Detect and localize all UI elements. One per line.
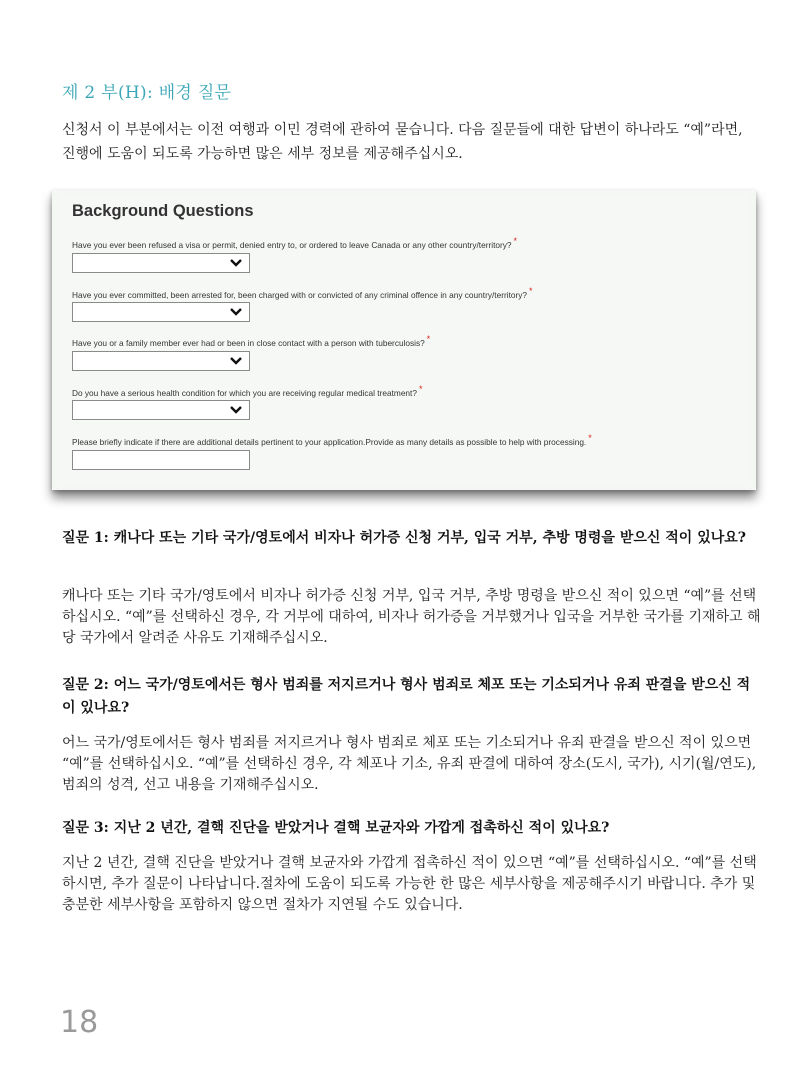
question-2-body: 어느 국가/영토에서든 형사 범죄를 저지르거나 형사 범죄로 체포 또는 기소되거나 유죄 판결을 받으신 적이 있으면 “예”를 선택하십시오. “예”를 선택하신 경우, 각 체포나 기소, 유죄 판결에 대하여 장소(도시, 국가), 시기(월/연도), 범죄의 성격, 선고 내용을 기재해주십시오. xyxy=(62,735,757,793)
page-title: 제 2 부(H): 배경 질문 xyxy=(62,83,232,103)
question-label-additional-details xyxy=(72,433,592,447)
chevron-down-icon xyxy=(229,257,243,269)
required-asterisk: * xyxy=(513,236,518,246)
chevron-down-icon xyxy=(229,355,243,367)
question-text: Have you ever been refused a visa or permit, denied entry to, or ordered to leave Canada or any other country/territory? xyxy=(72,239,512,250)
required-asterisk: * xyxy=(529,286,533,296)
question-text: Have you or a family member ever had or been in close contact with a person with tuberculosis? xyxy=(72,337,425,348)
intro-paragraph: 신청서 이 부분에서는 이전 여행과 이민 경력에 관하여 묻습니다. 다음 질문들에 대한 답변이 하나라도 “예”라면, 진행에 도움이 되도록 가능하면 많은 세부 정보를 제공해주십시오. xyxy=(62,122,743,162)
refused-select[interactable] xyxy=(72,253,250,273)
question-1-heading: 질문 1: 캐나다 또는 기타 국가/영토에서 비자나 허가증 신청 거부, 입국 거부, 추방 명령을 받으신 적이 있나요? xyxy=(62,530,746,546)
question-1-body: 캐나다 또는 기타 국가/영토에서 비자나 허가증 신청 거부, 입국 거부, 추방 명령을 받으신 적이 있으면 “예”를 선택하십시오. “예”를 선택하신 경우, 각 거부에 대하여, 비자나 허가증을 거부했거나 입국을 거부한 국가를 기재하고 해당 국가에서 알려준 사유도 기재해주십시오. xyxy=(62,588,761,646)
question-3-heading: 질문 3: 지난 2 년간, 결핵 진단을 받았거나 결핵 보균자와 가깝게 접촉하신 적이 있나요? xyxy=(62,820,610,836)
question-2-heading: 질문 2: 어느 국가/영토에서든 형사 범죄를 저지르거나 형사 범죄로 체포 또는 기소되거나 유죄 판결을 받으신 적이 있나요? xyxy=(62,677,751,716)
question-3-body: 지난 2 년간, 결핵 진단을 받았거나 결핵 보균자와 가깝게 접촉하신 적이 있으면 “예”를 선택하십시오. “예”를 선택하시면, 추가 질문이 나타납니다.절차에 도움이 되도록 가능한 한 많은 세부사항을 제공해주시기 바랍니다. 추가 및 충분한 세부사항을 포함하지 않으면 절차가 지연될 수도 있습니다. xyxy=(62,855,757,913)
question-label-health xyxy=(72,384,423,398)
tuberculosis-select[interactable] xyxy=(72,351,250,371)
question-text: Do you have a serious health condition for which you are receiving regular medical treatment? xyxy=(72,387,417,398)
required-asterisk: * xyxy=(426,334,431,344)
page-number: 18 xyxy=(60,1005,99,1040)
chevron-down-icon xyxy=(229,404,243,416)
chevron-down-icon xyxy=(229,306,243,318)
additional-details-input[interactable] xyxy=(72,450,250,470)
criminal-select[interactable] xyxy=(72,302,250,322)
form-heading: Background Questions xyxy=(72,202,254,220)
required-asterisk: * xyxy=(418,384,423,394)
question-text: Have you ever committed, been arrested for, been charged with or convicted of any criminal offence in any country/territory? xyxy=(72,289,528,300)
screenshot-panel xyxy=(52,190,756,490)
question-text: Please briefly indicate if there are additional details pertinent to your application.Provide as many details as possible to help with processing. xyxy=(72,436,587,447)
question-label-criminal xyxy=(72,286,533,300)
health-select[interactable] xyxy=(72,400,250,420)
question-label-refused xyxy=(72,236,517,250)
question-label-tuberculosis xyxy=(72,334,430,348)
required-asterisk: * xyxy=(588,433,592,443)
background-questions-form xyxy=(60,194,748,484)
